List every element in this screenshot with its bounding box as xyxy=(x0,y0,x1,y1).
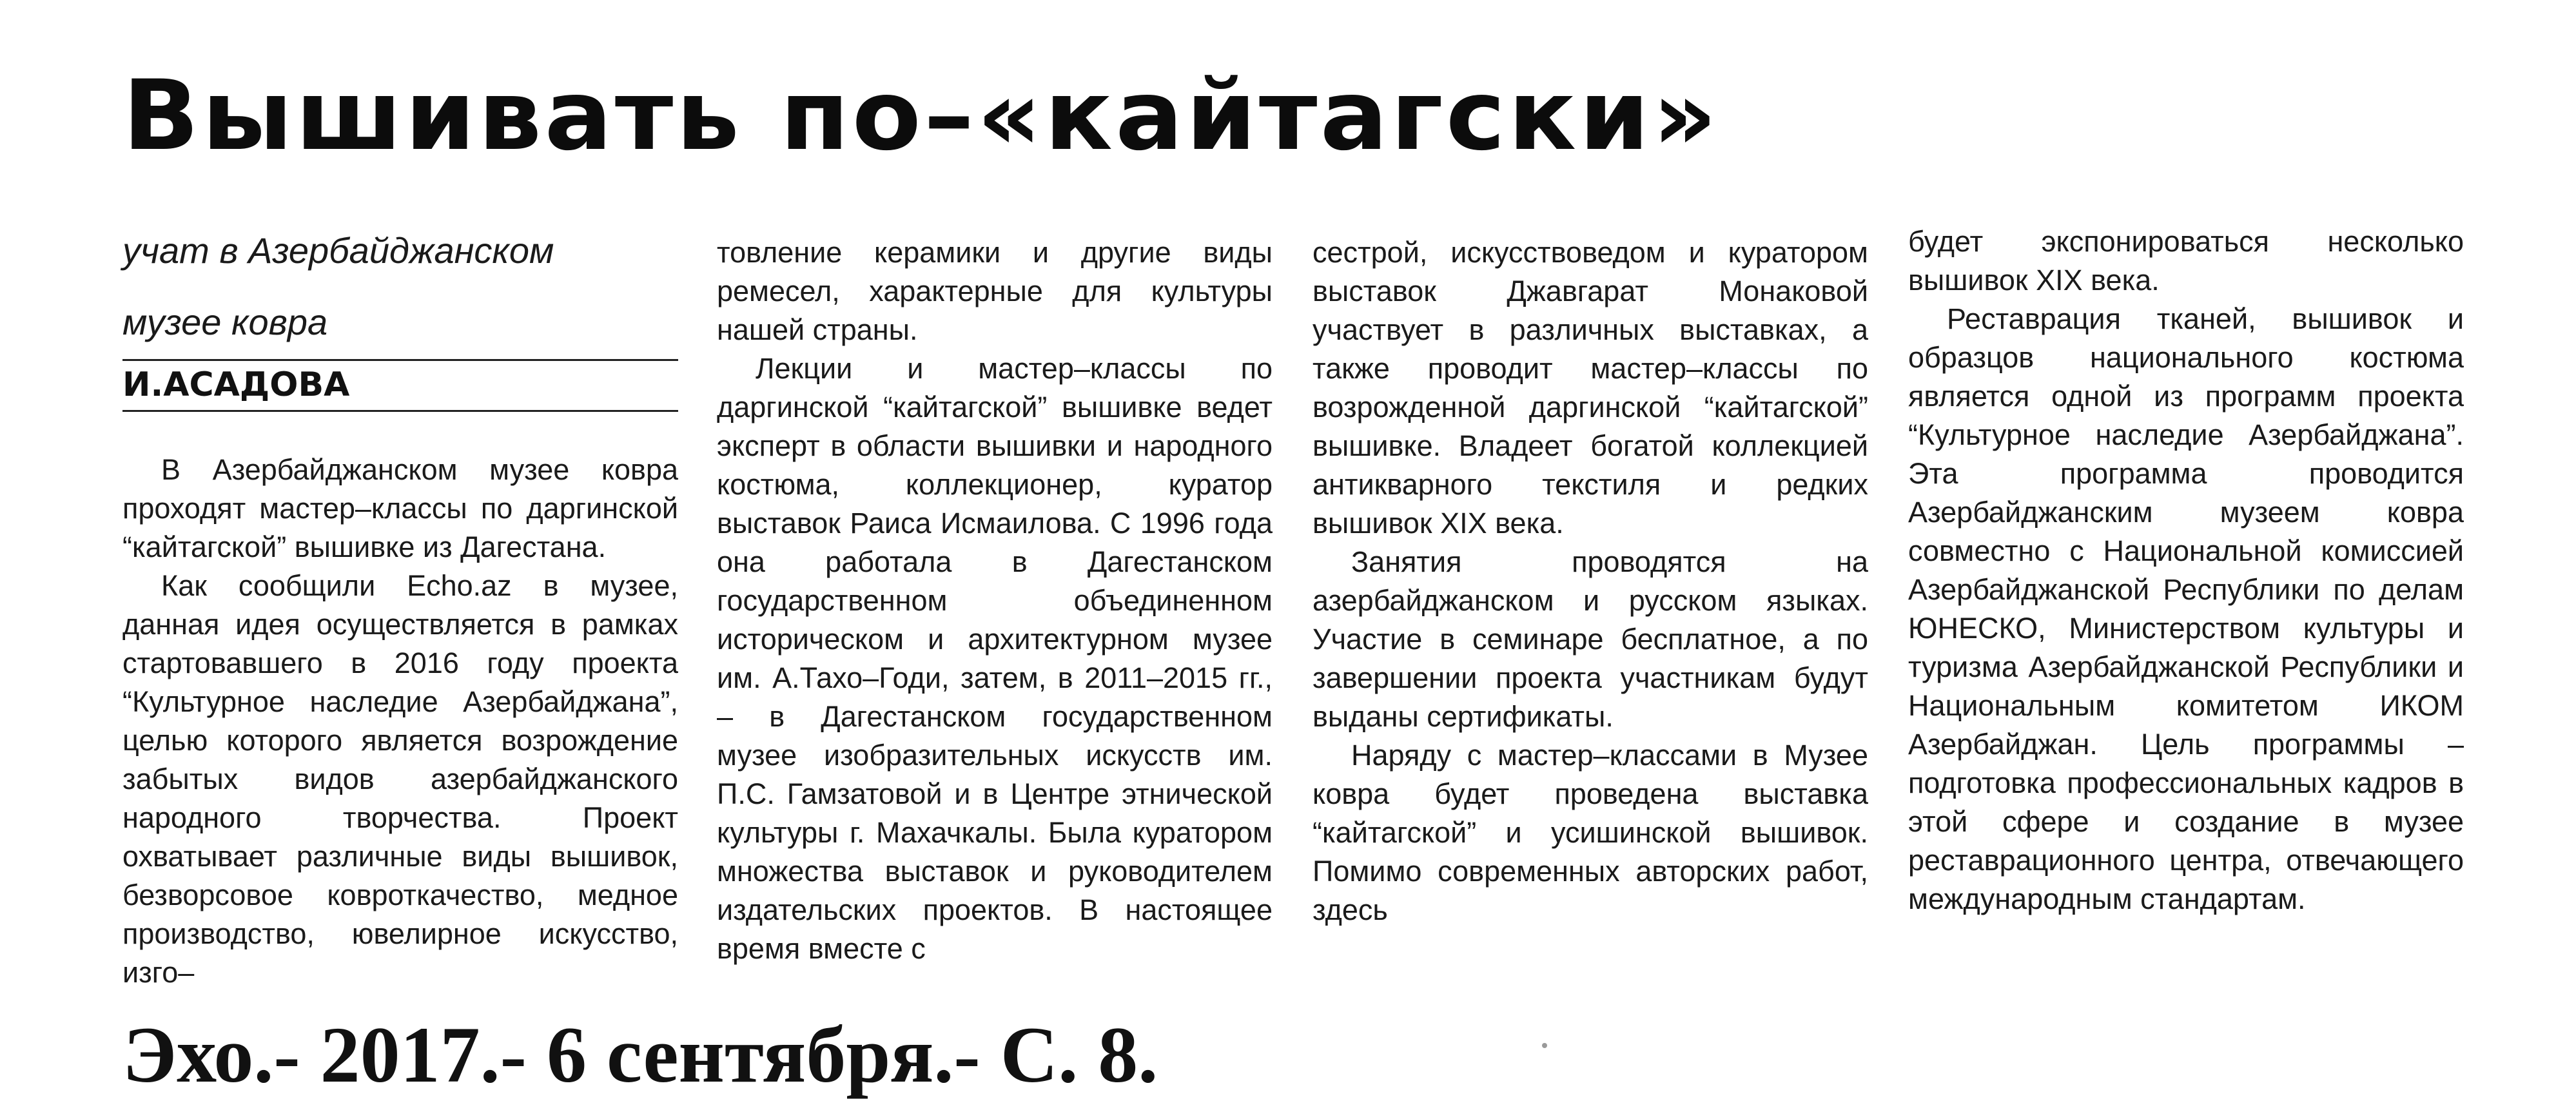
col2-paragraph-1: товление керамики и другие виды ремесел, характерные для культуры нашей страны. xyxy=(717,236,1273,346)
author-byline: И.АСАДОВА xyxy=(122,366,678,412)
col2-paragraph-2: Лекции и мастер–классы по даргинской “кайтагской” вышивке ведет эксперт в области вышивки и народного костюма, коллекционер, куратор выставок Раиса Исмаилова. С 1996 года она работала в Дагестанском государственном объединенном историческом и архитектурном музее им. А.Тахо–Годи, затем, в 2011–2015 гг., – в Дагестанском государственном музее изобразительных искусств им. П.С. Гамзатовой и в Центре этнической культуры г. Махачкалы. Была куратором множества выставок и руководителем издательских проектов. В настоящее время вместе с xyxy=(717,352,1273,965)
col3-paragraph-1: сестрой, искусствоведом и куратором выставок Джавгарат Монаковой участвует в различных выставках, а также проводит мастер–классы по возрожденной даргинской “кайтагской” вышивке. Владеет богатой коллекцией антикварного текстиля и редких вышивок XIX века. xyxy=(1312,236,1868,540)
col3-paragraph-3: Наряду с мастер–классами в Музее ковра будет проведена выставка “кайтагской” и усишинской вышивок. Помимо современных авторских работ, здесь xyxy=(1312,739,1868,926)
article-column-1 xyxy=(122,229,678,992)
col4-paragraph-2: Реставрация тканей, вышивок и образцов национального костюма является одной из программ проекта “Культурное наследие Азербайджана”. Эта программа проводится Азербайджанским музеем ковра совместно с Национальной комиссией Азербайджанской Республики по делам ЮНЕСКО, Министерством культуры и туризма Азербайджанской Республики и Национальным комитетом ИКОМ Азербайджан. Цель программы – подготовка профессиональных кадров в этой сфере и создание в музее реставрационного центра, отвечающего международным стандартам. xyxy=(1908,302,2464,915)
article-headline: Вышивать по–«кайтагски» xyxy=(122,60,1720,172)
subheading-line-1: учат в Азербайджанском xyxy=(122,230,554,271)
scan-speck xyxy=(1542,1043,1547,1048)
col1-paragraph-1: В Азербайджанском музее ковра проходят мастер–классы по даргинской “кайтагской” вышивке из Дагестана. xyxy=(122,453,678,564)
article-column-4 xyxy=(1908,222,2464,919)
source-citation: Эхо.- 2017.- 6 сентября.- С. 8. xyxy=(122,1011,1158,1099)
subheading-line-2: музее ковра xyxy=(122,302,328,343)
subheading-divider xyxy=(122,359,678,361)
col4-paragraph-1: будет экспонироваться несколько вышивок XIX века. xyxy=(1908,225,2464,297)
article-column-2 xyxy=(717,233,1273,968)
col1-paragraph-2: Как сообщили Echo.az в музее, данная идея осуществляется в рамках стартовавшего в 2016 году проекта “Культурное наследие Азербайджана”, целью которого является возрождение забытых видов азербайджанского народного творчества. Проект охватывает различные виды вышивок, безворсовое ковроткачество, медное производство, ювелирное искусство, изго– xyxy=(122,569,678,989)
byline-spacer xyxy=(122,412,678,451)
col3-paragraph-2: Занятия проводятся на азербайджанском и русском языках. Участие в семинаре бесплатное, а по завершении проекта участникам будут выданы сертификаты. xyxy=(1312,545,1868,733)
article-column-3 xyxy=(1312,233,1868,929)
